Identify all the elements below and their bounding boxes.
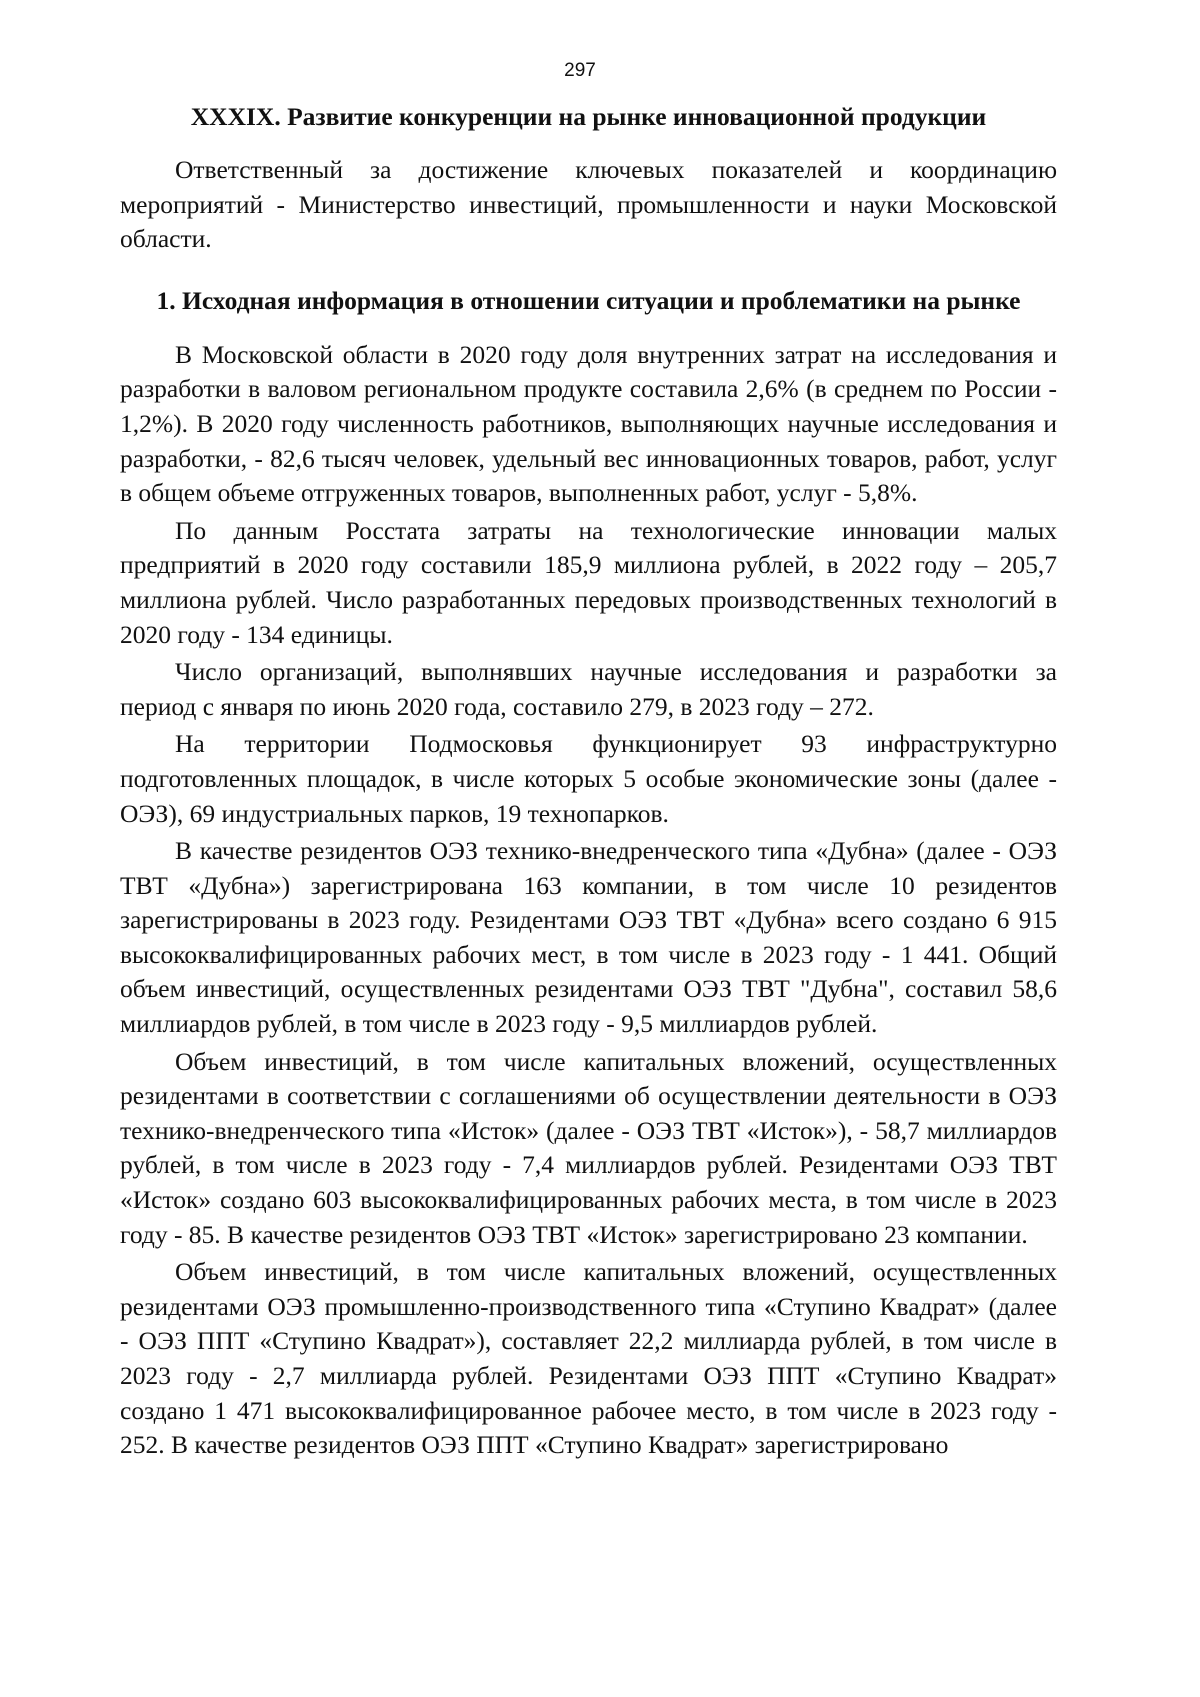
paragraph-dubna: В качестве резидентов ОЭЗ технико-внедренческого типа «Дубна» (далее - ОЭЗ ТВТ «Дубна») зарегистрирована 163 компании, в том числе 10 резидентов зарегистрированы в 2023 году. Резидентами ОЭЗ ТВТ «Дубна» всего создано 6 915 высококвалифицированных рабочих мест, в том числе в 2023 году - 1 441. Общий объем инвестиций, осуществленных резидентами ОЭЗ ТВТ "Дубна", составил 58,6 миллиардов рублей, в том числе в 2023 году - 9,5 миллиардов рублей.	[120, 836, 1057, 1039]
paragraph-istok: Объем инвестиций, в том числе капитальных вложений, осуществленных резидентами в соответствии с соглашениями об осуществлении деятельности в ОЭЗ технико-внедренческого типа «Исток» (далее - ОЭЗ ТВТ «Исток»), - 58,7 миллиардов рублей, в том числе в 2023 году - 7,4 миллиардов рублей. Резидентами ОЭЗ ТВТ «Исток» создано 603 высококвалифицированных рабочих места, в том числе в 2023 году - 85. В качестве резидентов ОЭЗ ТВТ «Исток» зарегистрировано 23 компании.	[120, 1046, 1057, 1249]
paragraph-organizations: Число организаций, выполнявших научные исследования и разработки за период с января по июнь 2020 года, составило 279, в 2023 году – 272.	[120, 657, 1057, 721]
section-title: XXXIX. Развитие конкуренции на рынке инновационной продукции	[190, 102, 987, 131]
paragraph-infrastructure: На территории Подмосковья функционирует 93 инфраструктурно подготовленных площадок, в числе которых 5 особые экономические зоны (далее - ОЭЗ), 69 индустриальных парков, 19 технопарков.	[120, 729, 1057, 828]
paragraph-rd-expenses: В Московской области в 2020 году доля внутренних затрат на исследования и разработки в валовом региональном продукте составила 2,6% (в среднем по России - 1,2%). В 2020 году численность работников, выполняющих научные исследования и разработки, - 82,6 тысяч человек, удельный вес инновационных товаров, работ, услуг в общем объеме отгруженных товаров, выполненных работ, услуг - 5,8%.	[120, 339, 1057, 508]
page-number: 297	[564, 60, 596, 81]
subsection-title: 1. Исходная информация в отношении ситуации и проблематики на рынке	[156, 285, 1021, 315]
paragraph-stupino: Объем инвестиций, в том числе капитальных вложений, осуществленных резидентами ОЭЗ промышленно-производственного типа «Ступино Квадрат» (далее - ОЭЗ ППТ «Ступино Квадрат»), составляет 22,2 миллиарда рублей, в том числе в 2023 году - 2,7 миллиарда рублей. Резидентами ОЭЗ ППТ «Ступино Квадрат» создано 1 471 высококвалифицированное рабочее место, в том числе в 2023 году - 252. В качестве резидентов ОЭЗ ППТ «Ступино Квадрат» зарегистрировано	[120, 1257, 1057, 1460]
paragraph-rosstat: По данным Росстата затраты на технологические инновации малых предприятий в 2020 году составили 185,9 миллиона рублей, в 2022 году – 205,7 миллиона рублей. Число разработанных передовых производственных технологий в 2020 году - 134 единицы.	[120, 515, 1057, 649]
responsible-paragraph: Ответственный за достижение ключевых показателей и координацию мероприятий - Министерство инвестиций, промышленности и науки Московской области.	[120, 155, 1057, 254]
page-content	[120, 100, 1057, 1463]
